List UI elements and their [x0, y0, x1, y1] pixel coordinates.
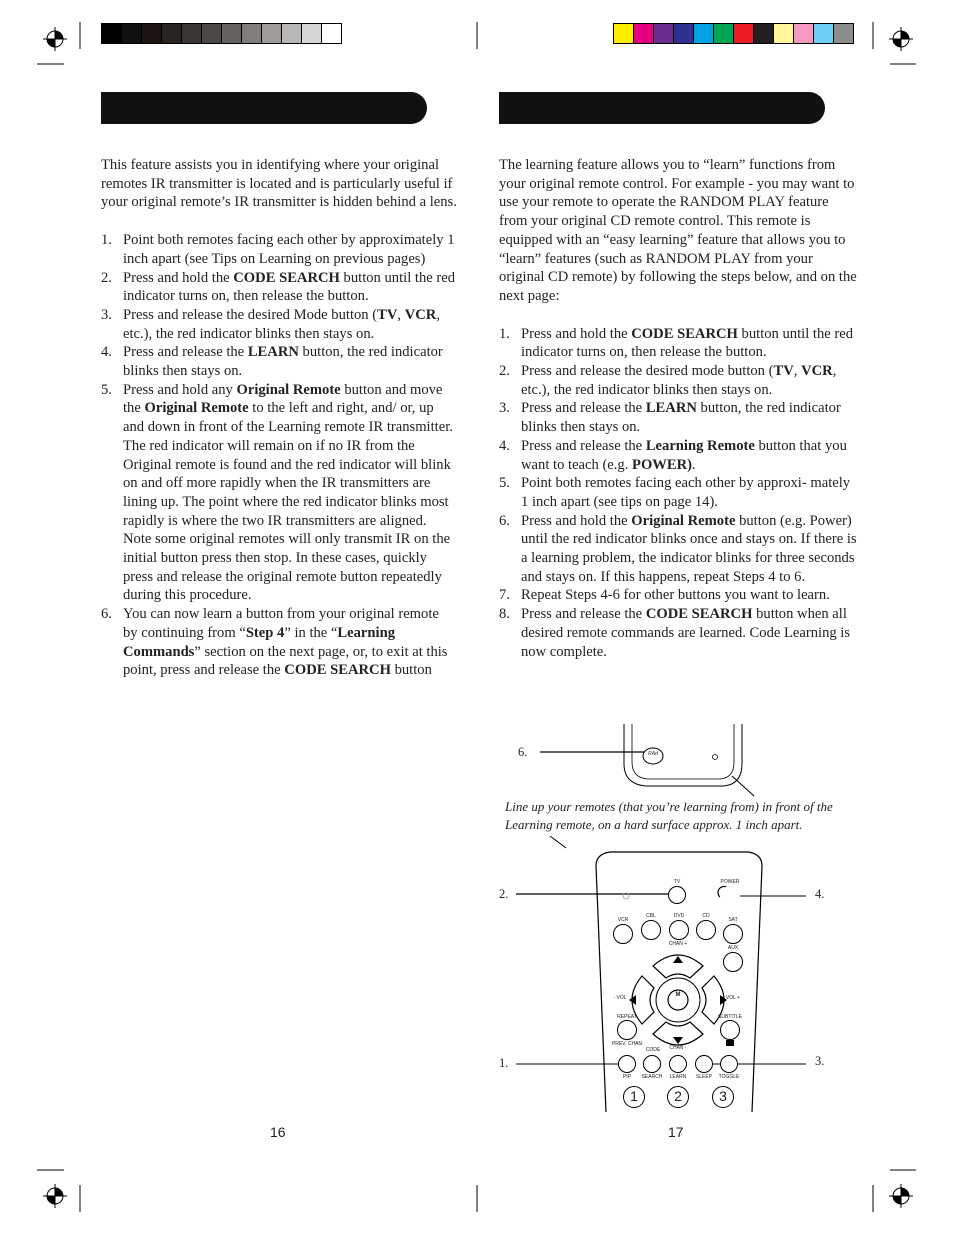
step-item: [499, 437, 859, 474]
color-swatch: [793, 23, 814, 44]
step-text: Press and hold the: [521, 325, 632, 342]
gray-swatch: [141, 23, 162, 44]
step-text: button (e.g. Power) until the red indicator blinks once and stays on. If there is a learning problem, the indicator blinks for three seconds and stays on. If this happens, repeat Steps 4 to 6.: [521, 512, 857, 585]
step-text: button, the red indicator blinks then stays on.: [521, 400, 841, 436]
callout-6: 6.: [518, 745, 528, 759]
step-number: 2.: [101, 269, 112, 286]
gray-swatch: [281, 23, 302, 44]
tv-button: [668, 886, 686, 904]
digit-2-button: 2: [667, 1086, 689, 1108]
step-bold-term: Step 4: [245, 624, 285, 641]
color-swatch: [673, 23, 694, 44]
step-number: 1.: [101, 232, 112, 249]
digit-3-button: 3: [712, 1086, 734, 1108]
gray-swatch: [101, 23, 122, 44]
process-color-bar: [613, 23, 853, 44]
dvd-button: [669, 920, 689, 940]
step-text: Press and hold the: [123, 269, 234, 286]
step-text: , etc.), the red indicator blinks then stays on.: [123, 306, 440, 342]
pip-label: PIP: [622, 1074, 632, 1080]
left-steps-list: [101, 231, 457, 680]
power-label: POWER: [720, 879, 740, 885]
repeat-button: [617, 1020, 637, 1040]
step-text: Point both remotes facing each other by approximately 1 inch apart (see Tips on Learning on previous pages): [123, 232, 455, 267]
step-number: 2.: [499, 363, 510, 380]
color-swatch: [753, 23, 774, 44]
cd-button: [696, 920, 716, 940]
step-text: ,: [793, 363, 802, 380]
step-text: Press and release the: [521, 606, 646, 623]
step-bold-term: Original Remote: [144, 400, 249, 417]
left-section-header-bar: [101, 92, 427, 124]
step-text: Press and hold the: [521, 512, 632, 529]
toggle-button: [720, 1055, 738, 1073]
step-text: button: [390, 662, 432, 679]
step-number: 5.: [499, 475, 510, 492]
step-number: 6.: [101, 606, 112, 623]
color-swatch: [773, 23, 794, 44]
step-item: [499, 605, 859, 661]
vcr-button: [613, 924, 633, 944]
gray-swatch: [301, 23, 322, 44]
gray-swatch: [241, 23, 262, 44]
step-text: You can now learn a button from your original remote by continuing from “: [123, 606, 439, 641]
grayscale-color-bar: [101, 23, 341, 44]
step-text: button until the red indicator turns on, then release the button.: [123, 269, 456, 305]
code-label: CODE: [645, 1047, 661, 1053]
step-text: button until the red indicator turns on, then release the button.: [521, 325, 854, 361]
callout-1: 1.: [499, 1056, 509, 1070]
step-bold-term: VCR: [404, 306, 437, 323]
gray-swatch: [121, 23, 142, 44]
power-button: [720, 886, 740, 906]
cbl-button: [641, 920, 661, 940]
step-text: button, the red indicator blinks then stays on.: [123, 344, 443, 380]
step-bold-term: LEARN: [247, 344, 299, 361]
right-intro: The learning feature allows you to “learn” functions from your original remote control. For example - you may want to use your remote to operate the RANDOM PLAY feature from your original CD remote control. This remote is equipped with an “easy learning” feature that allows you to “learn” features (such as RANDOM PLAY from your original CD remote) by following the steps below, and on the next page:: [499, 157, 857, 304]
step-number: 4.: [499, 437, 510, 454]
step-item: [499, 399, 859, 436]
step-number: 3.: [101, 306, 112, 323]
learn-button: [669, 1055, 687, 1073]
step-text: ,: [397, 306, 405, 323]
original-remote-illustration: [520, 722, 760, 802]
step-text: Press and release the: [521, 400, 646, 417]
cbl-label: CBL: [646, 913, 656, 919]
gray-swatch: [201, 23, 222, 44]
sleep-label: SLEEP: [695, 1074, 713, 1080]
step-bold-term: CODE SEARCH: [284, 662, 391, 679]
right-steps-list: [499, 325, 859, 662]
callout-4: 4.: [815, 887, 825, 901]
step-number: 4.: [101, 344, 112, 361]
step-item: [101, 605, 457, 680]
step-item: [101, 306, 457, 343]
color-swatch: [813, 23, 834, 44]
tv-label: TV: [673, 879, 681, 885]
gray-swatch: [181, 23, 202, 44]
step-text: ” in the “: [284, 624, 338, 641]
learn-label: LEARN: [669, 1074, 687, 1080]
step-item: [499, 512, 859, 587]
aux-label: AUX: [727, 945, 739, 951]
step-bold-term: VCR: [801, 363, 833, 380]
step-item: [101, 343, 457, 380]
step-bold-term: TV: [377, 306, 398, 323]
step-text: button and move the: [123, 381, 443, 417]
step-bold-term: CODE SEARCH: [233, 269, 340, 286]
gray-swatch: [261, 23, 282, 44]
right-section-header-bar: [499, 92, 825, 124]
sat-button: [723, 924, 743, 944]
sleep-button: [695, 1055, 713, 1073]
step-text: Press and release the: [123, 344, 248, 361]
color-swatch: [613, 23, 634, 44]
step-bold-term: CODE SEARCH: [645, 606, 753, 623]
toggle-label: TOGGLE: [718, 1074, 740, 1080]
step-bold-term: TV: [773, 363, 794, 380]
subtitle-label: SUBTITLE: [718, 1014, 742, 1020]
step-item: [101, 381, 457, 605]
step-bold-term: Learning Remote: [645, 437, 755, 454]
pip-button: [618, 1055, 636, 1073]
left-column: [101, 156, 457, 680]
color-swatch: [833, 23, 854, 44]
step-text: , etc.), the red indicator blinks then stays on.: [521, 363, 837, 398]
step-bold-term: Original Remote: [236, 381, 341, 398]
callout-3: 3.: [815, 1054, 825, 1068]
vol-up-label: VOL +: [725, 995, 741, 1001]
original-remote-button-label: RAd: [648, 751, 658, 757]
step-text: button when all desired remote commands are learned. Code Learning is now complete.: [521, 606, 851, 660]
sat-label: SAT: [728, 917, 738, 923]
chan-up-label: CHAN +: [668, 941, 688, 947]
step-item: [101, 231, 457, 268]
step-number: 5.: [101, 381, 112, 398]
step-bold-term: LEARN: [645, 400, 697, 417]
left-intro: This feature assists you in identifying where your original remotes IR transmitter is located and is particularly useful if your original remote’s IR transmitter is hidden behind a lens.: [101, 157, 457, 211]
page-number-right: 17: [668, 1124, 684, 1140]
step-number: 3.: [499, 400, 510, 417]
color-swatch: [733, 23, 754, 44]
gray-swatch: [161, 23, 182, 44]
step-bold-term: Original Remote: [631, 512, 736, 529]
step-text: Press and release the desired Mode button (: [123, 306, 378, 323]
step-number: 6.: [499, 512, 510, 529]
callout-2: 2.: [499, 887, 509, 901]
step-item: [499, 325, 859, 362]
step-text: Point both remotes facing each other by approxi- mately 1 inch apart (see tips on page 14).: [521, 475, 851, 510]
step-item: [101, 269, 457, 306]
aux-button: [723, 952, 743, 972]
step-text: Press and hold any: [123, 381, 237, 398]
page-number-left: 16: [270, 1124, 286, 1140]
dvd-label: DVD: [673, 913, 685, 919]
subtitle-button: [720, 1020, 740, 1040]
gray-swatch: [221, 23, 242, 44]
vol-down-label: - VOL: [613, 995, 627, 1001]
step-bold-term: CODE SEARCH: [631, 325, 738, 342]
menu-m-label: M: [675, 992, 681, 998]
step-text: Repeat Steps 4-6 for other buttons you want to learn.: [521, 587, 830, 604]
step-text: Press and release the: [521, 437, 646, 454]
step-number: 1.: [499, 325, 510, 342]
illustration-caption: Line up your remotes (that you’re learning from) in front of the Learning remote, on a hard surface approx. 1 inch apart.: [505, 799, 833, 832]
repeat-label: REPEAT: [617, 1014, 637, 1020]
color-swatch: [633, 23, 654, 44]
right-column: [499, 156, 859, 661]
step-text: ” section on the next page, or, to exit at this point, press and release the: [123, 643, 448, 679]
step-text: Press and release the desired mode button (: [521, 363, 774, 380]
step-bold-term: POWER): [632, 456, 693, 473]
step-item: [499, 362, 859, 399]
code-search-button: [643, 1055, 661, 1073]
search-label: SEARCH: [641, 1074, 663, 1080]
cd-label: CD: [702, 913, 710, 919]
step-item: [499, 474, 859, 511]
prev-chan-label: PREV. CHAN: [611, 1041, 643, 1047]
gray-swatch: [321, 23, 342, 44]
step-text: to the left and right, and/ or, up and down in front of the Learning remote IR transmitter. The red indicator will remain on if no IR from the Original remote is found and the red indicator will blink on and off more rapidly when the IR transmitters are lining up. The point where the red indicator blinks most rapidly is where the two IR transmitters are aligned. Note some original remotes will only transmit IR on the initial button press then stop. In these cases, quickly press and release the original remote button repeatedly during this procedure.: [123, 400, 453, 604]
step-bold-term: Learning Commands: [123, 624, 395, 660]
color-swatch: [693, 23, 714, 44]
color-swatch: [653, 23, 674, 44]
step-item: [499, 586, 859, 605]
step-number: 7.: [499, 587, 510, 604]
chan-down-label: CHAN -: [669, 1045, 687, 1051]
digit-1-button: 1: [623, 1086, 645, 1108]
step-text: button that you want to teach (e.g.: [521, 437, 847, 473]
color-swatch: [713, 23, 734, 44]
vcr-label: VCR: [617, 917, 629, 923]
step-number: 8.: [499, 606, 510, 623]
step-text: .: [692, 456, 696, 473]
